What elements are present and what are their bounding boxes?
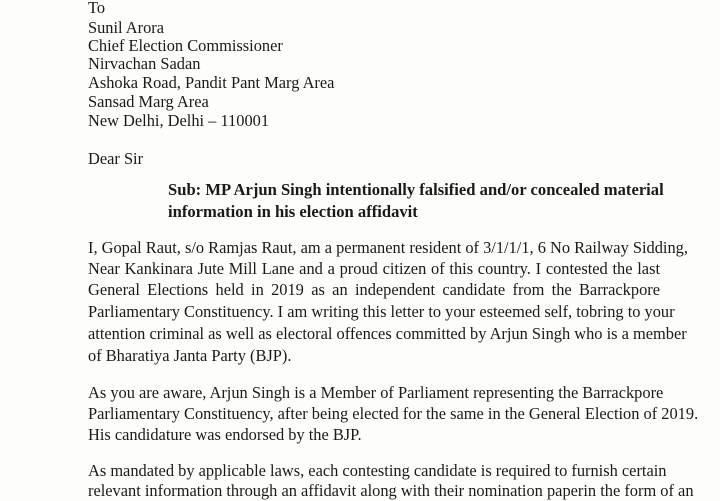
para1-line5: attention criminal as well as electoral offences committed by Arjun Singh who is a member bbox=[88, 324, 687, 343]
para3-line1: As mandated by applicable laws, each contesting candidate is required to furnish certain bbox=[88, 461, 667, 480]
para1-line3: General Elections held in 2019 as an independent candidate from the Barrackpore bbox=[88, 280, 660, 299]
recipient-name: Sunil Arora bbox=[88, 18, 165, 37]
para1-line2: Near Kankinara Jute Mill Lane and a proud citizen of this country. I contested the last bbox=[88, 259, 660, 278]
para2-line1: As you are aware, Arjun Singh is a Member of Parliament representing the Barrackpore bbox=[88, 383, 664, 402]
para1-line6: of Bharatiya Janta Party (BJP). bbox=[88, 346, 292, 365]
recipient-building: Nirvachan Sadan bbox=[88, 54, 201, 73]
para1-line4: Parliamentary Constituency. I am writing this letter to your esteemed self, tobring to your bbox=[88, 302, 675, 321]
para2-line2: Parliamentary Constituency, after being elected for the same in the General Election of 2019. bbox=[88, 404, 699, 423]
para2-line3: His candidature was endorsed by the BJP. bbox=[88, 425, 362, 444]
salutation: Dear Sir bbox=[88, 149, 144, 168]
para3-line2: relevant information through an affidavit along with their nomination paperin the form of an bbox=[88, 481, 694, 500]
para1-line1: I, Gopal Raut, s/o Ramjas Raut, am a permanent resident of 3/1/1/1, 6 No Railway Sidding, bbox=[88, 238, 688, 257]
subject-line-2: information in his election affidavit bbox=[168, 202, 418, 221]
recipient-city: New Delhi, Delhi – 110001 bbox=[88, 111, 270, 130]
recipient-road: Ashoka Road, Pandit Pant Marg Area bbox=[88, 73, 335, 92]
recipient-area: Sansad Marg Area bbox=[88, 92, 209, 111]
recipient-title: Chief Election Commissioner bbox=[88, 36, 283, 55]
subject-line-1: Sub: MP Arjun Singh intentionally falsified and/or concealed material bbox=[168, 180, 664, 199]
to-label: To bbox=[88, 0, 106, 17]
